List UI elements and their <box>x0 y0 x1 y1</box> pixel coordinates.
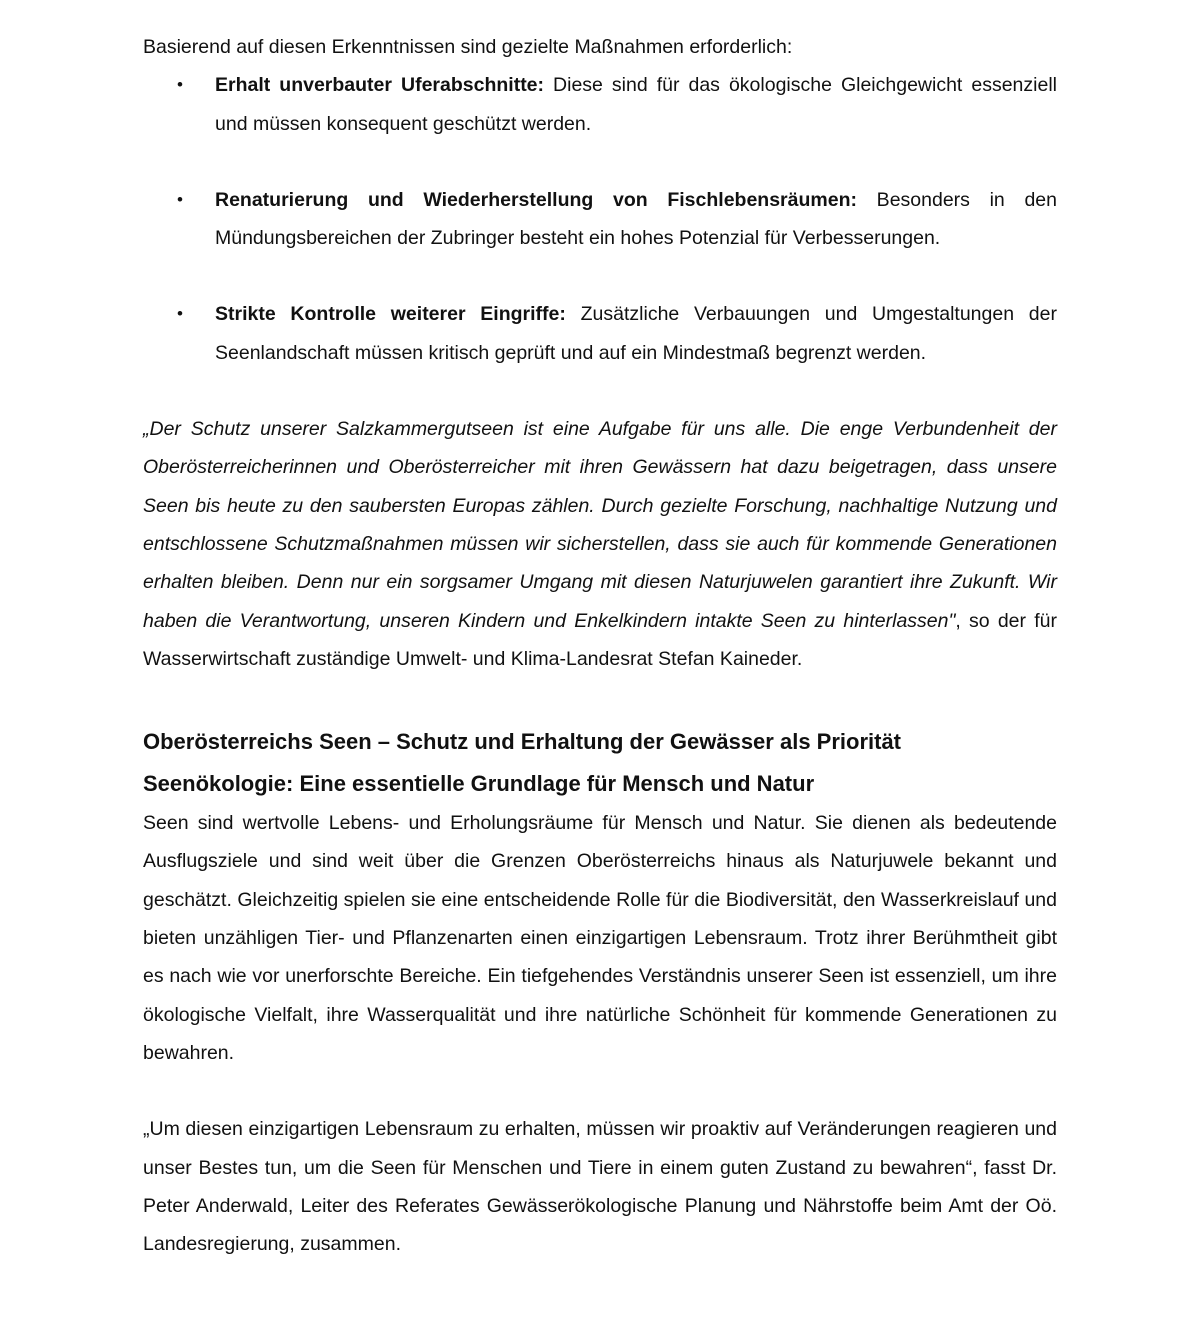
measures-list <box>143 66 1057 372</box>
intro-paragraph: Basierend auf diesen Erkenntnissen sind gezielte Maßnahmen erforderlich: <box>143 36 793 58</box>
bullet-icon: • <box>177 75 183 95</box>
measure-title: Erhalt unverbauter Uferabschnitte: <box>215 74 545 97</box>
body-paragraph: Seen sind wertvolle Lebens- und Erholungsräume für Mensch und Natur. Sie dienen als bedeutende Ausflugsziele und sind weit über die Grenzen Oberösterreichs hinaus als Naturjuwele bekannt und geschätzt. Gleichzeitig spielen sie eine entscheidende Rolle für die Biodiversität, den Wasserkreislauf und bieten unzähligen Tier- und Pflanzenarten einen einzigartigen Lebensraum. Trotz ihrer Berühmtheit gibt es nach wie vor unerforschte Bereiche. Ein tiefgehendes Verständnis unserer Seen ist essenziell, um ihre ökologische Vielfalt, ihre Wasserqualität und ihre natürliche Schönheit für kommende Generationen zu bewahren. <box>143 812 1057 1064</box>
section-heading: Oberösterreichs Seen – Schutz und Erhaltung der Gewässer als Priorität <box>143 729 902 755</box>
bullet-icon: • <box>177 304 183 324</box>
measure-text: Besonders in den Mündungsbereichen der Zubringer besteht ein hohes Potenzial für Verbesserungen. <box>215 188 1057 250</box>
subsection-heading: Seenökologie: Eine essentielle Grundlage für Mensch und Natur <box>143 770 815 796</box>
list-item <box>143 181 1057 258</box>
measure-text: Zusätzliche Verbauungen und Umgestaltungen der Seenlandschaft müssen kritisch geprüft und auf ein Mindestmaß begrenzt werden. <box>215 303 1057 364</box>
document-page <box>143 28 1057 1263</box>
quote-attribution: , so der für Wasserwirtschaft zuständige Umwelt- und Klima-Landesrat Stefan Kaineder. <box>143 609 1057 670</box>
measure-title: Strikte Kontrolle weiterer Eingriffe: <box>215 303 566 326</box>
quote-text: „Der Schutz unserer Salzkammergutseen ist eine Aufgabe für uns alle. Die enge Verbundenheit der Oberösterreicherinnen und Oberösterreicher mit ihren Gewässern hat dazu beigetragen, dass unsere Seen bis heute zu den saubersten Europas zählen. Durch gezielte Forschung, nachhaltige Nutzung und entschlossene Schutzmaßnahmen müssen wir sicherstellen, dass sie auch für kommende Generationen erhalten bleiben. Denn nur ein sorgsamer Umgang mit diesen Naturjuwelen garantiert ihre Zukunft. Wir haben die Verantwortung, unseren Kindern und Enkelkindern intakte Seen zu hinterlassen" <box>143 418 1057 632</box>
quote-paragraph <box>143 410 1057 678</box>
list-item <box>143 295 1057 372</box>
bullet-icon: • <box>177 189 183 209</box>
measure-text: Diese sind für das ökologische Gleichgewicht essenziell und müssen konsequent geschützt werden. <box>215 74 1057 135</box>
list-item <box>143 66 1057 143</box>
measure-title: Renaturierung und Wiederherstellung von Fischlebensräumen: <box>215 188 857 211</box>
quote2-paragraph: „Um diesen einzigartigen Lebensraum zu erhalten, müssen wir proaktiv auf Veränderungen reagieren und unser Bestes tun, um die Seen für Menschen und Tiere in einem guten Zustand zu bewahren“, fasst Dr. Peter Anderwald, Leiter des Referates Gewässerökologische Planung und Nährstoffe beim Amt der Oö. Landesregierung, zusammen. <box>143 1118 1057 1256</box>
